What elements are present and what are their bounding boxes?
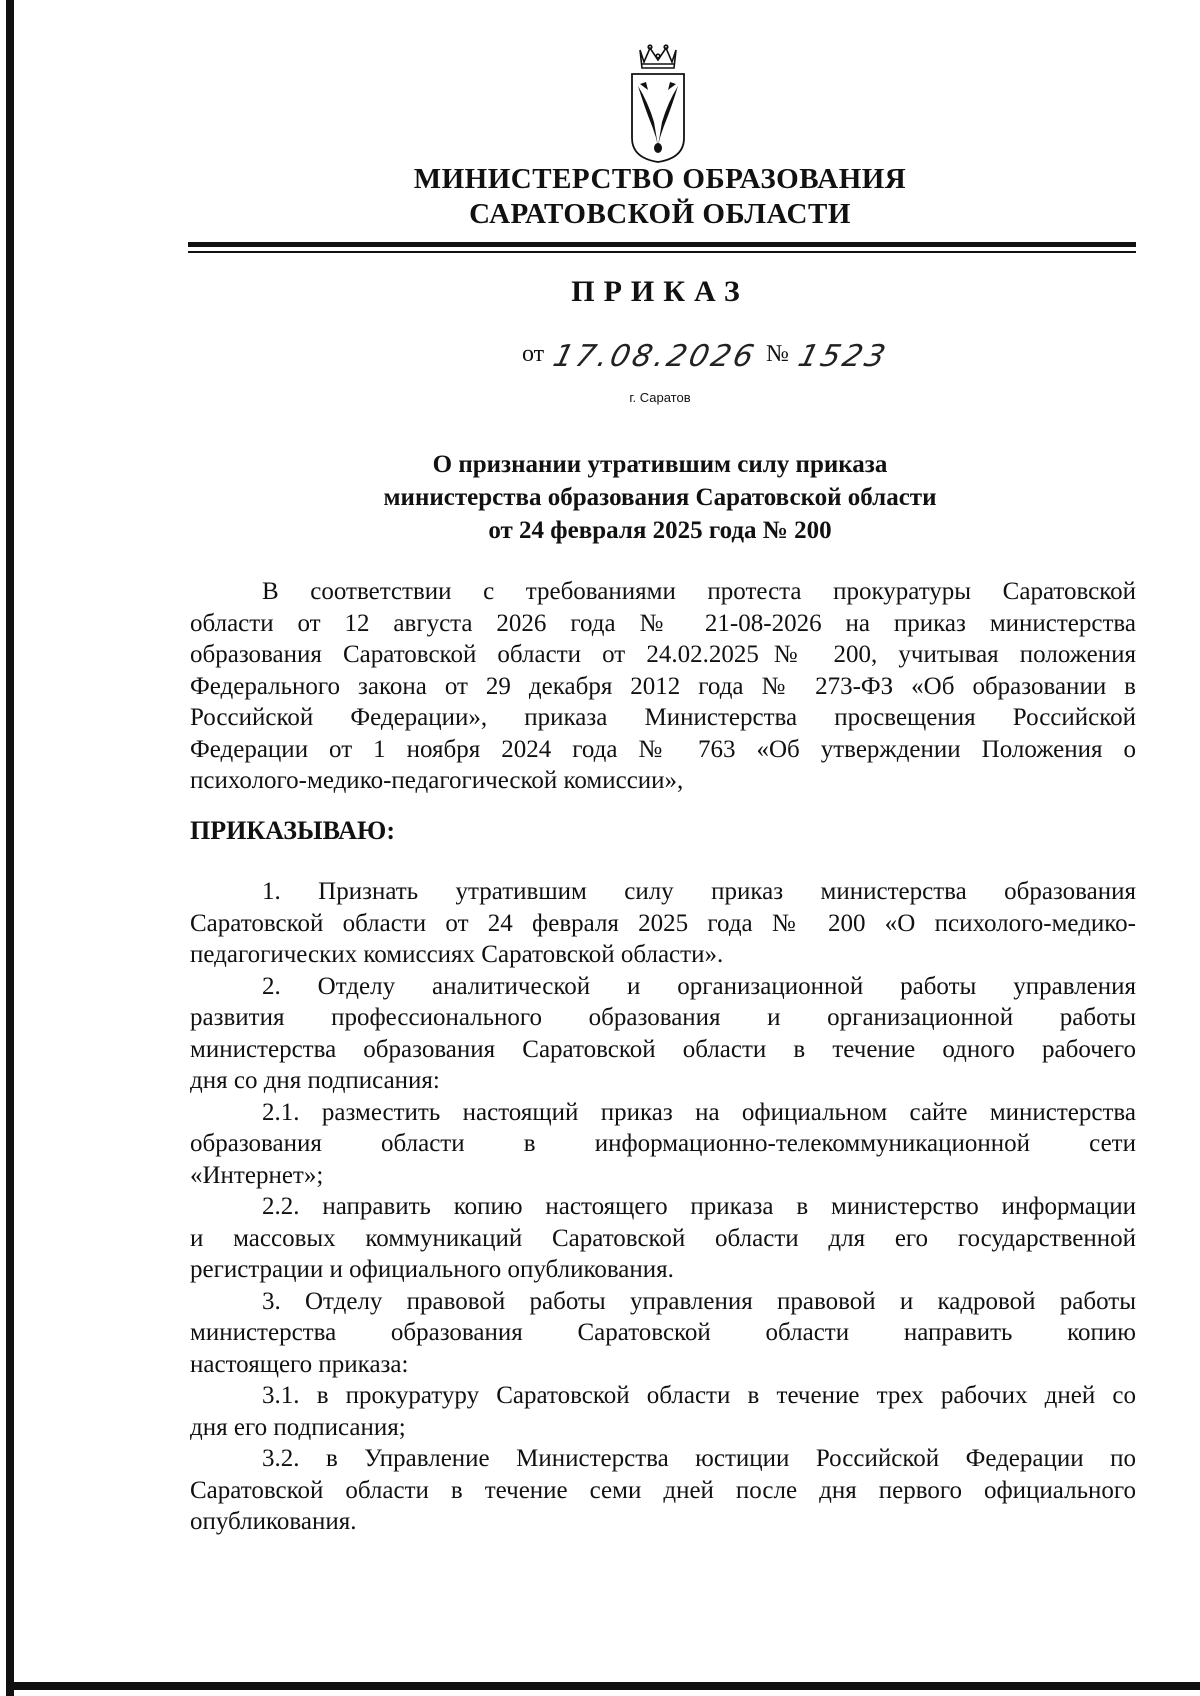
preamble-line: Российской Федерации», приказа Министерства просвещения Российской bbox=[190, 704, 1136, 731]
preamble-line: Федерального закона от 29 декабря 2012 года № 273-ФЗ «Об образовании в bbox=[190, 672, 1136, 700]
item-1 bbox=[190, 876, 1136, 971]
date-number-line bbox=[522, 328, 892, 374]
item-line: 2.1. разместить настоящий приказ на официальном сайте министерства bbox=[262, 1098, 1136, 1126]
header-rule-thick bbox=[188, 242, 1136, 247]
item-line: дня его подписания; bbox=[190, 1413, 406, 1441]
item-3-1 bbox=[190, 1380, 1136, 1443]
item-line: педагогических комиссиях Саратовской области». bbox=[190, 941, 724, 968]
handwritten-date: 17.08.2026 bbox=[549, 339, 761, 374]
item-line: и массовых коммуникаций Саратовской области для его государственной bbox=[190, 1224, 1136, 1252]
item-line: 1. Признать утратившим силу приказ министерства образования bbox=[262, 878, 1136, 905]
item-line: 3.1. в прокуратуру Саратовской области в течение трех рабочих дней со bbox=[262, 1382, 1136, 1409]
title-line: О признании утратившим силу приказа bbox=[432, 451, 888, 478]
preamble-paragraph bbox=[190, 576, 1136, 797]
item-3-2 bbox=[190, 1443, 1136, 1538]
ministry-name-line2: САРАТОВСКОЙ ОБЛАСТИ bbox=[469, 198, 851, 230]
item-line: министерства образования Саратовской области направить копию bbox=[190, 1319, 1136, 1346]
item-line: регистрации и официального опубликования. bbox=[190, 1256, 674, 1283]
coat-of-arms-emblem bbox=[618, 42, 698, 164]
preamble-line: образования Саратовской области от 24.02.2025№ 200, учитывая положения bbox=[190, 641, 1136, 668]
header-rule-thin bbox=[188, 251, 1136, 253]
order-heading: ПРИКАЗЫВАЮ: bbox=[190, 816, 395, 845]
item-line: 3. Отделу правовой работы управления правовой и кадровой работы bbox=[262, 1287, 1136, 1315]
item-line: 2.2. направить копию настоящего приказа в министерство информации bbox=[262, 1193, 1136, 1220]
order-items bbox=[190, 876, 1136, 1538]
item-line: Саратовской области в течение семи дней после дня первого официального bbox=[190, 1476, 1136, 1504]
city-label: г. Саратов bbox=[629, 390, 691, 405]
item-line: «Интернет»; bbox=[190, 1161, 324, 1189]
preamble-line: В соответствии с требованиями протеста прокуратуры Саратовской bbox=[262, 578, 1136, 605]
document-type: ПРИКАЗ bbox=[571, 275, 749, 308]
preamble-line: области от 12 августа 2026 года № 21-08-2026 на приказ министерства bbox=[190, 609, 1136, 637]
handwritten-number: 1523 bbox=[794, 339, 892, 374]
title-line: министерства образования Саратовской области bbox=[383, 484, 937, 511]
item-line: дня со дня подписания: bbox=[190, 1067, 440, 1094]
item-line: настоящего приказа: bbox=[190, 1350, 409, 1378]
item-line: 3.2. в Управление Министерства юстиции Российской Федерации по bbox=[262, 1445, 1136, 1472]
item-line: министерства образования Саратовской области в течение одного рабочего bbox=[190, 1035, 1136, 1063]
preamble-line: психолого-медико-педагогической комиссии», bbox=[190, 767, 684, 794]
date-prefix: от bbox=[522, 341, 545, 367]
item-line: опубликования. bbox=[190, 1508, 357, 1535]
preamble-line: Федерации от 1 ноября 2024 года № 763 «Об утверждении Положения о bbox=[190, 735, 1136, 763]
scan-border-left bbox=[6, 0, 14, 1696]
title-line: от 24 февраля 2025 года № 200 bbox=[488, 517, 832, 544]
item-3 bbox=[190, 1286, 1136, 1381]
item-line: Саратовской области от 24 февраля 2025 года № 200 «О психолого-медико- bbox=[190, 909, 1136, 937]
item-line: 2. Отделу аналитической и организационной работы управления bbox=[262, 972, 1136, 1000]
document-title bbox=[0, 448, 1200, 547]
number-sign: № bbox=[765, 341, 789, 367]
item-2 bbox=[190, 971, 1136, 1097]
item-line: образования области в информационно-телекоммуникационной сети bbox=[190, 1130, 1136, 1157]
item-2-2 bbox=[190, 1191, 1136, 1286]
item-line: развития профессионального образования и организационной работы bbox=[190, 1004, 1136, 1031]
ministry-name-line1: МИНИСТЕРСТВО ОБРАЗОВАНИЯ bbox=[413, 163, 907, 195]
item-2-1 bbox=[190, 1097, 1136, 1192]
scan-border-bottom bbox=[6, 1682, 1200, 1690]
